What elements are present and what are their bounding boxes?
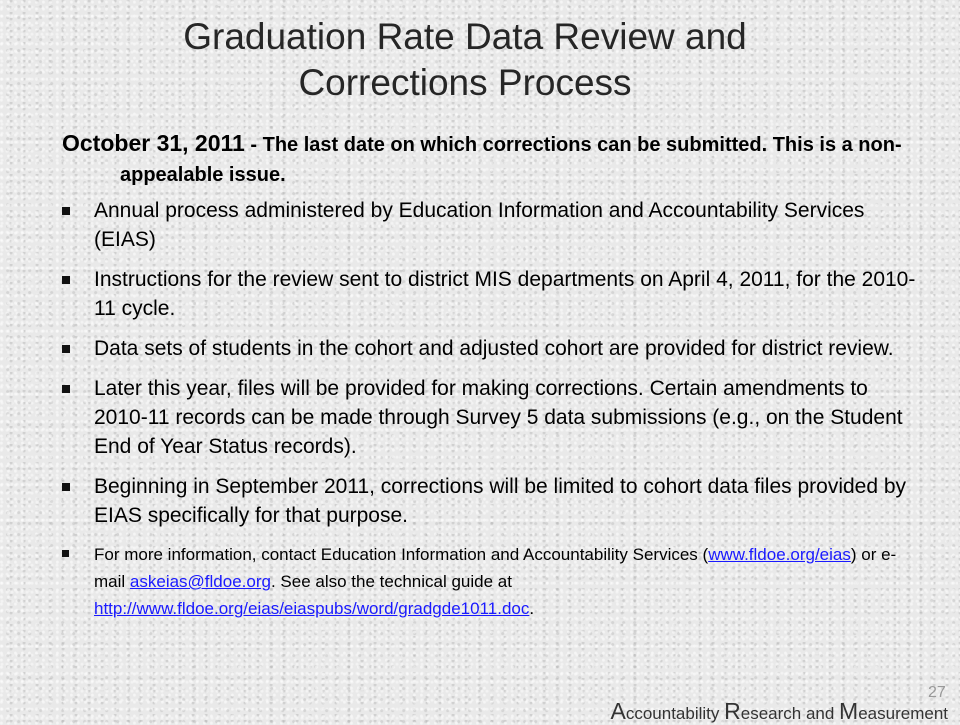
bullet-item: Later this year, files will be provided for making corrections. Certain amendments to 2010-11 records can be made through Survey 5 data submissions (e.g., on the Student End of Year Status records). xyxy=(60,374,920,461)
bullet-item: Data sets of students in the cohort and adjusted cohort are provided for district review. xyxy=(60,334,920,363)
square-bullet-icon xyxy=(62,550,69,557)
slide-title xyxy=(60,14,870,106)
bullet-item: Beginning in September 2011, corrections will be limited to cohort data files provided by EIAS specifically for that purpose. xyxy=(60,472,920,530)
bullet-item: Instructions for the review sent to district MIS departments on April 4, 2011, for the 2010-11 cycle. xyxy=(60,265,920,323)
square-bullet-icon xyxy=(62,345,70,353)
eias-website-link[interactable]: www.fldoe.org/eias xyxy=(708,545,851,564)
square-bullet-icon xyxy=(62,483,70,491)
bullet-item: Annual process administered by Education Information and Accountability Services (EIAS) xyxy=(60,196,920,254)
title-line-1: Graduation Rate Data Review and xyxy=(183,16,747,57)
footer-organization: Accountability Research and Measurement xyxy=(610,698,948,724)
page-number: 27 xyxy=(928,684,946,701)
deadline-text: - The last date on which corrections can be submitted. This is a non-appealable issue. xyxy=(120,134,902,186)
email-link[interactable]: askeias@fldoe.org xyxy=(129,572,271,591)
deadline-statement xyxy=(62,128,922,190)
square-bullet-icon xyxy=(62,276,70,284)
square-bullet-icon xyxy=(62,385,70,393)
bullet-list xyxy=(60,196,920,633)
contact-bullet-item: For more information, contact Education Information and Accountability Services (www.fldoe.org/eias) or e-mail askeias@fldoe.org. See also the technical guide at http://www.fldoe.org/eias/eiaspubs/word/gradgde1011.doc. xyxy=(60,541,920,622)
square-bullet-icon xyxy=(62,207,70,215)
title-line-2: Corrections Process xyxy=(298,62,632,103)
deadline-date: October 31, 2011 xyxy=(62,130,245,156)
technical-guide-link[interactable]: http://www.fldoe.org/eias/eiaspubs/word/gradgde1011.doc xyxy=(94,599,530,618)
